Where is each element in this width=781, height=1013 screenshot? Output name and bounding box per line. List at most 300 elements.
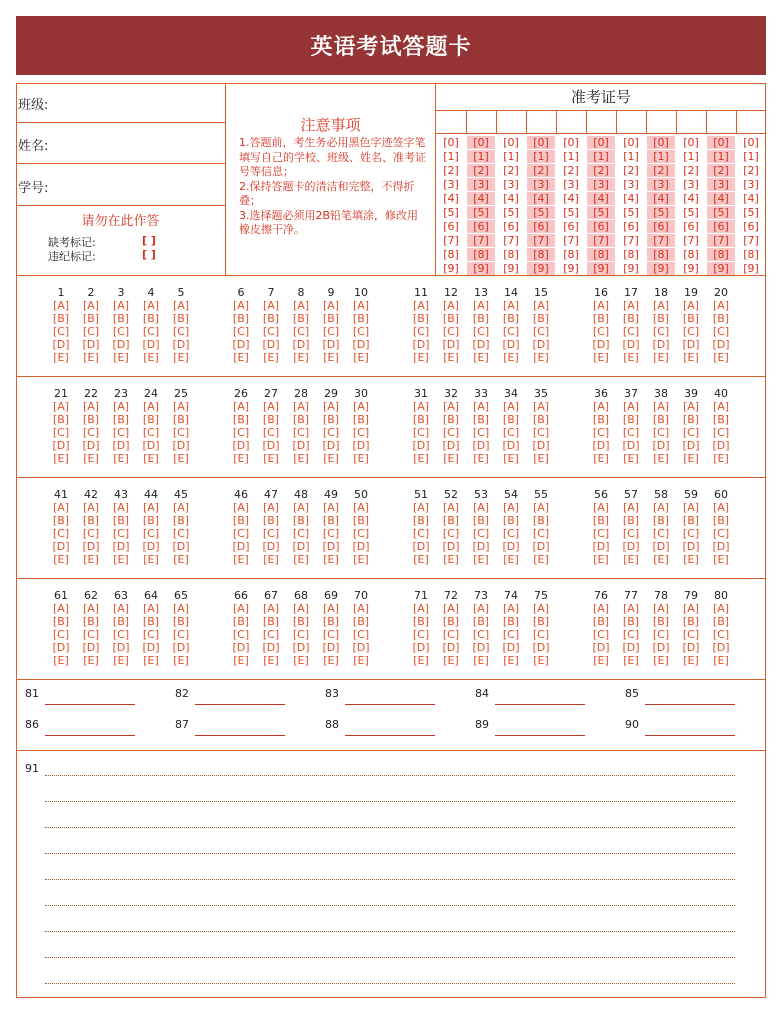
answer-bubble[interactable]: [C] bbox=[292, 628, 310, 641]
answer-bubble[interactable]: [A] bbox=[232, 400, 250, 413]
answer-bubble[interactable]: [A] bbox=[442, 602, 460, 615]
exam-id-digit-bubble[interactable]: [5] bbox=[587, 206, 615, 219]
answer-bubble[interactable]: [C] bbox=[142, 628, 160, 641]
answer-bubble[interactable]: [D] bbox=[472, 641, 490, 654]
answer-bubble[interactable]: [E] bbox=[413, 553, 429, 566]
exam-id-digit-bubble[interactable]: [2] bbox=[683, 164, 699, 177]
answer-bubble[interactable]: [C] bbox=[232, 628, 250, 641]
answer-bubble[interactable]: [E] bbox=[173, 553, 189, 566]
exam-id-digit-bubble[interactable]: [5] bbox=[683, 206, 699, 219]
answer-bubble[interactable]: [E] bbox=[593, 452, 609, 465]
answer-bubble[interactable]: [E] bbox=[293, 553, 309, 566]
answer-bubble[interactable]: [B] bbox=[592, 514, 610, 527]
exam-id-digit-bubble[interactable]: [2] bbox=[503, 164, 519, 177]
answer-bubble[interactable]: [C] bbox=[232, 426, 250, 439]
exam-id-digit-bubble[interactable]: [5] bbox=[527, 206, 555, 219]
answer-bubble[interactable]: [E] bbox=[593, 553, 609, 566]
exam-id-digit-bubble[interactable]: [2] bbox=[623, 164, 639, 177]
exam-id-digit-bubble[interactable]: [2] bbox=[647, 164, 675, 177]
exam-id-write-cell[interactable] bbox=[616, 111, 646, 133]
exam-id-digit-bubble[interactable]: [1] bbox=[503, 150, 519, 163]
answer-bubble[interactable]: [D] bbox=[352, 439, 370, 452]
answer-bubble[interactable]: [D] bbox=[322, 338, 340, 351]
answer-bubble[interactable]: [A] bbox=[412, 501, 430, 514]
answer-bubble[interactable]: [C] bbox=[682, 628, 700, 641]
answer-bubble[interactable]: [C] bbox=[322, 527, 340, 540]
answer-bubble[interactable]: [B] bbox=[292, 615, 310, 628]
answer-bubble[interactable]: [E] bbox=[593, 654, 609, 667]
answer-bubble[interactable]: [E] bbox=[293, 351, 309, 364]
exam-id-digit-bubble[interactable]: [0] bbox=[527, 136, 555, 149]
answer-bubble[interactable]: [C] bbox=[622, 325, 640, 338]
answer-bubble[interactable]: [D] bbox=[652, 338, 670, 351]
answer-bubble[interactable]: [A] bbox=[142, 299, 160, 312]
exam-id-digit-bubble[interactable]: [6] bbox=[527, 220, 555, 233]
exam-id-digit-bubble[interactable]: [4] bbox=[743, 192, 759, 205]
answer-bubble[interactable]: [B] bbox=[472, 514, 490, 527]
answer-bubble[interactable]: [E] bbox=[413, 452, 429, 465]
fill-answer-line[interactable] bbox=[45, 704, 135, 705]
exam-id-digit-bubble[interactable]: [3] bbox=[623, 178, 639, 191]
answer-bubble[interactable]: [B] bbox=[412, 413, 430, 426]
answer-bubble[interactable]: [A] bbox=[172, 501, 190, 514]
answer-bubble[interactable]: [D] bbox=[172, 641, 190, 654]
exam-id-digit-bubble[interactable]: [0] bbox=[563, 136, 579, 149]
answer-bubble[interactable]: [C] bbox=[442, 628, 460, 641]
exam-id-digit-bubble[interactable]: [1] bbox=[647, 150, 675, 163]
answer-bubble[interactable]: [D] bbox=[52, 641, 70, 654]
exam-id-digit-bubble[interactable]: [5] bbox=[503, 206, 519, 219]
answer-bubble[interactable]: [B] bbox=[622, 312, 640, 325]
answer-bubble[interactable]: [A] bbox=[622, 501, 640, 514]
answer-bubble[interactable]: [A] bbox=[652, 602, 670, 615]
answer-bubble[interactable]: [A] bbox=[52, 400, 70, 413]
answer-bubble[interactable]: [B] bbox=[502, 514, 520, 527]
answer-bubble[interactable]: [B] bbox=[352, 514, 370, 527]
answer-bubble[interactable]: [B] bbox=[652, 413, 670, 426]
answer-bubble[interactable]: [E] bbox=[443, 452, 459, 465]
answer-bubble[interactable]: [A] bbox=[502, 299, 520, 312]
exam-id-digit-bubble[interactable]: [2] bbox=[743, 164, 759, 177]
answer-bubble[interactable]: [C] bbox=[82, 527, 100, 540]
exam-id-digit-bubble[interactable]: [3] bbox=[647, 178, 675, 191]
answer-bubble[interactable]: [C] bbox=[592, 628, 610, 641]
fill-answer-line[interactable] bbox=[195, 704, 285, 705]
answer-bubble[interactable]: [D] bbox=[712, 540, 730, 553]
answer-bubble[interactable]: [B] bbox=[172, 615, 190, 628]
exam-id-digit-bubble[interactable]: [5] bbox=[647, 206, 675, 219]
answer-bubble[interactable]: [A] bbox=[622, 400, 640, 413]
answer-bubble[interactable]: [A] bbox=[352, 501, 370, 514]
essay-answer-line[interactable] bbox=[45, 957, 735, 958]
answer-bubble[interactable]: [C] bbox=[172, 628, 190, 641]
answer-bubble[interactable]: [A] bbox=[532, 299, 550, 312]
answer-bubble[interactable]: [D] bbox=[532, 439, 550, 452]
answer-bubble[interactable]: [A] bbox=[592, 501, 610, 514]
answer-bubble[interactable]: [B] bbox=[412, 312, 430, 325]
answer-bubble[interactable]: [E] bbox=[263, 351, 279, 364]
answer-bubble[interactable]: [E] bbox=[443, 553, 459, 566]
answer-bubble[interactable]: [D] bbox=[412, 439, 430, 452]
answer-bubble[interactable]: [E] bbox=[473, 452, 489, 465]
answer-bubble[interactable]: [D] bbox=[262, 338, 280, 351]
exam-id-digit-bubble[interactable]: [2] bbox=[527, 164, 555, 177]
exam-id-digit-bubble[interactable]: [7] bbox=[647, 234, 675, 247]
answer-bubble[interactable]: [E] bbox=[83, 452, 99, 465]
answer-bubble[interactable]: [B] bbox=[652, 514, 670, 527]
answer-bubble[interactable]: [B] bbox=[322, 312, 340, 325]
answer-bubble[interactable]: [E] bbox=[473, 351, 489, 364]
exam-id-digit-bubble[interactable]: [3] bbox=[707, 178, 735, 191]
answer-bubble[interactable]: [D] bbox=[622, 338, 640, 351]
exam-id-write-cell[interactable] bbox=[466, 111, 496, 133]
exam-id-digit-bubble[interactable]: [2] bbox=[443, 164, 459, 177]
answer-bubble[interactable]: [A] bbox=[172, 400, 190, 413]
answer-bubble[interactable]: [C] bbox=[142, 426, 160, 439]
answer-bubble[interactable]: [B] bbox=[292, 514, 310, 527]
answer-bubble[interactable]: [C] bbox=[322, 426, 340, 439]
exam-id-digit-bubble[interactable]: [0] bbox=[503, 136, 519, 149]
answer-bubble[interactable]: [D] bbox=[622, 641, 640, 654]
answer-bubble[interactable]: [A] bbox=[262, 501, 280, 514]
answer-bubble[interactable]: [E] bbox=[653, 351, 669, 364]
exam-id-digit-bubble[interactable]: [1] bbox=[623, 150, 639, 163]
answer-bubble[interactable]: [C] bbox=[502, 527, 520, 540]
answer-bubble[interactable]: [D] bbox=[142, 641, 160, 654]
answer-bubble[interactable]: [B] bbox=[622, 514, 640, 527]
answer-bubble[interactable]: [B] bbox=[172, 413, 190, 426]
exam-id-digit-bubble[interactable]: [0] bbox=[743, 136, 759, 149]
answer-bubble[interactable]: [E] bbox=[143, 654, 159, 667]
answer-bubble[interactable]: [A] bbox=[292, 299, 310, 312]
absent-mark-box[interactable]: [ ] bbox=[142, 234, 156, 247]
exam-id-digit-bubble[interactable]: [7] bbox=[743, 234, 759, 247]
answer-bubble[interactable]: [B] bbox=[232, 312, 250, 325]
answer-bubble[interactable]: [E] bbox=[233, 553, 249, 566]
answer-bubble[interactable]: [D] bbox=[82, 540, 100, 553]
answer-bubble[interactable]: [B] bbox=[622, 615, 640, 628]
exam-id-digit-bubble[interactable]: [1] bbox=[527, 150, 555, 163]
answer-bubble[interactable]: [B] bbox=[652, 312, 670, 325]
exam-id-digit-bubble[interactable]: [5] bbox=[467, 206, 495, 219]
answer-bubble[interactable]: [E] bbox=[233, 654, 249, 667]
answer-bubble[interactable]: [C] bbox=[52, 325, 70, 338]
answer-bubble[interactable]: [C] bbox=[592, 325, 610, 338]
fill-answer-line[interactable] bbox=[195, 735, 285, 736]
answer-bubble[interactable]: [D] bbox=[682, 439, 700, 452]
exam-id-digit-bubble[interactable]: [9] bbox=[563, 262, 579, 275]
answer-bubble[interactable]: [C] bbox=[622, 426, 640, 439]
answer-bubble[interactable]: [B] bbox=[172, 514, 190, 527]
answer-bubble[interactable]: [E] bbox=[353, 553, 369, 566]
answer-bubble[interactable]: [E] bbox=[683, 654, 699, 667]
answer-bubble[interactable]: [C] bbox=[712, 527, 730, 540]
fill-answer-line[interactable] bbox=[45, 735, 135, 736]
answer-bubble[interactable]: [C] bbox=[412, 527, 430, 540]
answer-bubble[interactable]: [D] bbox=[442, 641, 460, 654]
answer-bubble[interactable]: [E] bbox=[173, 351, 189, 364]
answer-bubble[interactable]: [E] bbox=[533, 452, 549, 465]
exam-id-digit-bubble[interactable]: [8] bbox=[563, 248, 579, 261]
answer-bubble[interactable]: [B] bbox=[292, 413, 310, 426]
answer-bubble[interactable]: [C] bbox=[622, 527, 640, 540]
answer-bubble[interactable]: [B] bbox=[352, 312, 370, 325]
exam-id-digit-bubble[interactable]: [6] bbox=[467, 220, 495, 233]
answer-bubble[interactable]: [B] bbox=[52, 615, 70, 628]
answer-bubble[interactable]: [E] bbox=[83, 553, 99, 566]
answer-bubble[interactable]: [A] bbox=[412, 299, 430, 312]
answer-bubble[interactable]: [E] bbox=[113, 654, 129, 667]
answer-bubble[interactable]: [A] bbox=[82, 400, 100, 413]
exam-id-digit-bubble[interactable]: [8] bbox=[707, 248, 735, 261]
answer-bubble[interactable]: [E] bbox=[623, 654, 639, 667]
answer-bubble[interactable]: [D] bbox=[652, 641, 670, 654]
answer-bubble[interactable]: [B] bbox=[592, 312, 610, 325]
answer-bubble[interactable]: [B] bbox=[682, 413, 700, 426]
exam-id-digit-bubble[interactable]: [5] bbox=[743, 206, 759, 219]
exam-id-digit-bubble[interactable]: [9] bbox=[467, 262, 495, 275]
answer-bubble[interactable]: [A] bbox=[292, 602, 310, 615]
answer-bubble[interactable]: [E] bbox=[623, 351, 639, 364]
answer-bubble[interactable]: [A] bbox=[502, 501, 520, 514]
answer-bubble[interactable]: [A] bbox=[472, 602, 490, 615]
answer-bubble[interactable]: [D] bbox=[682, 540, 700, 553]
answer-bubble[interactable]: [A] bbox=[172, 299, 190, 312]
answer-bubble[interactable]: [D] bbox=[112, 540, 130, 553]
exam-id-digit-bubble[interactable]: [1] bbox=[743, 150, 759, 163]
answer-bubble[interactable]: [D] bbox=[592, 641, 610, 654]
answer-bubble[interactable]: [D] bbox=[712, 338, 730, 351]
answer-bubble[interactable]: [D] bbox=[472, 439, 490, 452]
answer-bubble[interactable]: [B] bbox=[82, 615, 100, 628]
exam-id-digit-bubble[interactable]: [3] bbox=[503, 178, 519, 191]
exam-id-digit-bubble[interactable]: [7] bbox=[623, 234, 639, 247]
exam-id-digit-bubble[interactable]: [0] bbox=[683, 136, 699, 149]
answer-bubble[interactable]: [A] bbox=[292, 400, 310, 413]
exam-id-digit-bubble[interactable]: [8] bbox=[503, 248, 519, 261]
exam-id-digit-bubble[interactable]: [8] bbox=[683, 248, 699, 261]
answer-bubble[interactable]: [E] bbox=[683, 452, 699, 465]
answer-bubble[interactable]: [B] bbox=[262, 312, 280, 325]
answer-bubble[interactable]: [A] bbox=[682, 400, 700, 413]
answer-bubble[interactable]: [D] bbox=[322, 641, 340, 654]
answer-bubble[interactable]: [A] bbox=[262, 299, 280, 312]
answer-bubble[interactable]: [B] bbox=[142, 312, 160, 325]
answer-bubble[interactable]: [A] bbox=[442, 299, 460, 312]
answer-bubble[interactable]: [A] bbox=[532, 501, 550, 514]
answer-bubble[interactable]: [B] bbox=[82, 312, 100, 325]
answer-bubble[interactable]: [A] bbox=[262, 602, 280, 615]
answer-bubble[interactable]: [B] bbox=[502, 615, 520, 628]
answer-bubble[interactable]: [A] bbox=[502, 400, 520, 413]
answer-bubble[interactable]: [E] bbox=[713, 351, 729, 364]
answer-bubble[interactable]: [A] bbox=[442, 501, 460, 514]
answer-bubble[interactable]: [B] bbox=[442, 312, 460, 325]
answer-bubble[interactable]: [D] bbox=[142, 439, 160, 452]
exam-id-digit-bubble[interactable]: [5] bbox=[443, 206, 459, 219]
exam-id-digit-bubble[interactable]: [9] bbox=[683, 262, 699, 275]
exam-id-write-cell[interactable] bbox=[526, 111, 556, 133]
answer-bubble[interactable]: [E] bbox=[53, 553, 69, 566]
answer-bubble[interactable]: [A] bbox=[292, 501, 310, 514]
answer-bubble[interactable]: [E] bbox=[503, 654, 519, 667]
answer-bubble[interactable]: [A] bbox=[112, 299, 130, 312]
answer-bubble[interactable]: [E] bbox=[143, 351, 159, 364]
exam-id-digit-bubble[interactable]: [2] bbox=[563, 164, 579, 177]
answer-bubble[interactable]: [D] bbox=[442, 338, 460, 351]
answer-bubble[interactable]: [C] bbox=[352, 426, 370, 439]
exam-id-digit-bubble[interactable]: [4] bbox=[527, 192, 555, 205]
answer-bubble[interactable]: [A] bbox=[82, 501, 100, 514]
exam-id-digit-bubble[interactable]: [7] bbox=[563, 234, 579, 247]
answer-bubble[interactable]: [D] bbox=[682, 641, 700, 654]
answer-bubble[interactable]: [B] bbox=[472, 413, 490, 426]
answer-bubble[interactable]: [D] bbox=[532, 641, 550, 654]
answer-bubble[interactable]: [A] bbox=[622, 299, 640, 312]
answer-bubble[interactable]: [E] bbox=[53, 351, 69, 364]
fill-answer-line[interactable] bbox=[345, 735, 435, 736]
answer-bubble[interactable]: [D] bbox=[412, 641, 430, 654]
answer-bubble[interactable]: [B] bbox=[322, 413, 340, 426]
answer-bubble[interactable]: [E] bbox=[683, 553, 699, 566]
essay-answer-line[interactable] bbox=[45, 827, 735, 828]
answer-bubble[interactable]: [A] bbox=[532, 602, 550, 615]
exam-id-digit-bubble[interactable]: [6] bbox=[443, 220, 459, 233]
answer-bubble[interactable]: [A] bbox=[322, 602, 340, 615]
exam-id-digit-bubble[interactable]: [7] bbox=[503, 234, 519, 247]
answer-bubble[interactable]: [C] bbox=[52, 628, 70, 641]
answer-bubble[interactable]: [D] bbox=[472, 338, 490, 351]
fill-answer-line[interactable] bbox=[495, 704, 585, 705]
answer-bubble[interactable]: [C] bbox=[292, 325, 310, 338]
answer-bubble[interactable]: [E] bbox=[413, 654, 429, 667]
exam-id-digit-bubble[interactable]: [3] bbox=[743, 178, 759, 191]
answer-bubble[interactable]: [E] bbox=[173, 654, 189, 667]
answer-bubble[interactable]: [A] bbox=[712, 501, 730, 514]
answer-bubble[interactable]: [C] bbox=[652, 527, 670, 540]
answer-bubble[interactable]: [D] bbox=[292, 540, 310, 553]
answer-bubble[interactable]: [A] bbox=[652, 501, 670, 514]
answer-bubble[interactable]: [E] bbox=[473, 553, 489, 566]
exam-id-digit-bubble[interactable]: [7] bbox=[467, 234, 495, 247]
exam-id-write-cell[interactable] bbox=[556, 111, 586, 133]
answer-bubble[interactable]: [E] bbox=[113, 452, 129, 465]
exam-id-digit-bubble[interactable]: [8] bbox=[527, 248, 555, 261]
exam-id-digit-bubble[interactable]: [3] bbox=[443, 178, 459, 191]
answer-bubble[interactable]: [E] bbox=[353, 654, 369, 667]
answer-bubble[interactable]: [D] bbox=[292, 641, 310, 654]
exam-id-digit-bubble[interactable]: [3] bbox=[587, 178, 615, 191]
answer-bubble[interactable]: [E] bbox=[713, 452, 729, 465]
answer-bubble[interactable]: [E] bbox=[143, 553, 159, 566]
essay-answer-line[interactable] bbox=[45, 931, 735, 932]
exam-id-write-cell[interactable] bbox=[586, 111, 616, 133]
answer-bubble[interactable]: [E] bbox=[143, 452, 159, 465]
answer-bubble[interactable]: [C] bbox=[262, 527, 280, 540]
answer-bubble[interactable]: [E] bbox=[323, 654, 339, 667]
answer-bubble[interactable]: [B] bbox=[652, 615, 670, 628]
answer-bubble[interactable]: [E] bbox=[323, 553, 339, 566]
answer-bubble[interactable]: [D] bbox=[112, 641, 130, 654]
essay-answer-line[interactable] bbox=[45, 853, 735, 854]
answer-bubble[interactable]: [E] bbox=[233, 452, 249, 465]
answer-bubble[interactable]: [E] bbox=[263, 654, 279, 667]
exam-id-digit-bubble[interactable]: [0] bbox=[707, 136, 735, 149]
exam-id-digit-bubble[interactable]: [6] bbox=[587, 220, 615, 233]
answer-bubble[interactable]: [E] bbox=[263, 553, 279, 566]
answer-bubble[interactable]: [D] bbox=[472, 540, 490, 553]
exam-id-write-cell[interactable] bbox=[436, 111, 466, 133]
exam-id-digit-bubble[interactable]: [0] bbox=[443, 136, 459, 149]
answer-bubble[interactable]: [D] bbox=[82, 641, 100, 654]
exam-id-digit-bubble[interactable]: [1] bbox=[707, 150, 735, 163]
answer-bubble[interactable]: [C] bbox=[412, 426, 430, 439]
answer-bubble[interactable]: [C] bbox=[472, 426, 490, 439]
answer-bubble[interactable]: [E] bbox=[653, 452, 669, 465]
answer-bubble[interactable]: [A] bbox=[322, 299, 340, 312]
exam-id-digit-bubble[interactable]: [0] bbox=[467, 136, 495, 149]
answer-bubble[interactable]: [A] bbox=[472, 299, 490, 312]
answer-bubble[interactable]: [B] bbox=[592, 413, 610, 426]
answer-bubble[interactable]: [B] bbox=[142, 514, 160, 527]
exam-id-digit-bubble[interactable]: [3] bbox=[467, 178, 495, 191]
answer-bubble[interactable]: [C] bbox=[712, 426, 730, 439]
answer-bubble[interactable]: [C] bbox=[142, 325, 160, 338]
answer-bubble[interactable]: [D] bbox=[172, 338, 190, 351]
answer-bubble[interactable]: [A] bbox=[112, 602, 130, 615]
answer-bubble[interactable]: [A] bbox=[502, 602, 520, 615]
answer-bubble[interactable]: [E] bbox=[323, 351, 339, 364]
answer-bubble[interactable]: [D] bbox=[52, 338, 70, 351]
answer-bubble[interactable]: [C] bbox=[262, 628, 280, 641]
answer-bubble[interactable]: [C] bbox=[292, 527, 310, 540]
exam-id-digit-bubble[interactable]: [4] bbox=[647, 192, 675, 205]
answer-bubble[interactable]: [B] bbox=[532, 514, 550, 527]
answer-bubble[interactable]: [B] bbox=[292, 312, 310, 325]
exam-id-digit-bubble[interactable]: [5] bbox=[623, 206, 639, 219]
answer-bubble[interactable]: [A] bbox=[652, 299, 670, 312]
answer-bubble[interactable]: [B] bbox=[712, 615, 730, 628]
answer-bubble[interactable]: [D] bbox=[622, 439, 640, 452]
answer-bubble[interactable]: [A] bbox=[322, 400, 340, 413]
exam-id-digit-bubble[interactable]: [3] bbox=[563, 178, 579, 191]
answer-bubble[interactable]: [B] bbox=[412, 514, 430, 527]
answer-bubble[interactable]: [C] bbox=[622, 628, 640, 641]
answer-bubble[interactable]: [C] bbox=[412, 628, 430, 641]
answer-bubble[interactable]: [D] bbox=[502, 540, 520, 553]
answer-bubble[interactable]: [C] bbox=[322, 325, 340, 338]
exam-id-digit-bubble[interactable]: [6] bbox=[707, 220, 735, 233]
answer-bubble[interactable]: [B] bbox=[502, 312, 520, 325]
fill-answer-line[interactable] bbox=[495, 735, 585, 736]
exam-id-digit-bubble[interactable]: [1] bbox=[587, 150, 615, 163]
answer-bubble[interactable]: [E] bbox=[413, 351, 429, 364]
answer-bubble[interactable]: [E] bbox=[503, 351, 519, 364]
answer-bubble[interactable]: [E] bbox=[53, 654, 69, 667]
answer-bubble[interactable]: [D] bbox=[142, 338, 160, 351]
fill-answer-line[interactable] bbox=[345, 704, 435, 705]
exam-id-digit-bubble[interactable]: [9] bbox=[623, 262, 639, 275]
answer-bubble[interactable]: [E] bbox=[293, 452, 309, 465]
answer-bubble[interactable]: [C] bbox=[112, 527, 130, 540]
answer-bubble[interactable]: [B] bbox=[112, 615, 130, 628]
answer-bubble[interactable]: [D] bbox=[262, 540, 280, 553]
answer-bubble[interactable]: [D] bbox=[442, 540, 460, 553]
exam-id-digit-bubble[interactable]: [7] bbox=[443, 234, 459, 247]
exam-id-digit-bubble[interactable]: [6] bbox=[563, 220, 579, 233]
answer-bubble[interactable]: [E] bbox=[53, 452, 69, 465]
answer-bubble[interactable]: [E] bbox=[683, 351, 699, 364]
